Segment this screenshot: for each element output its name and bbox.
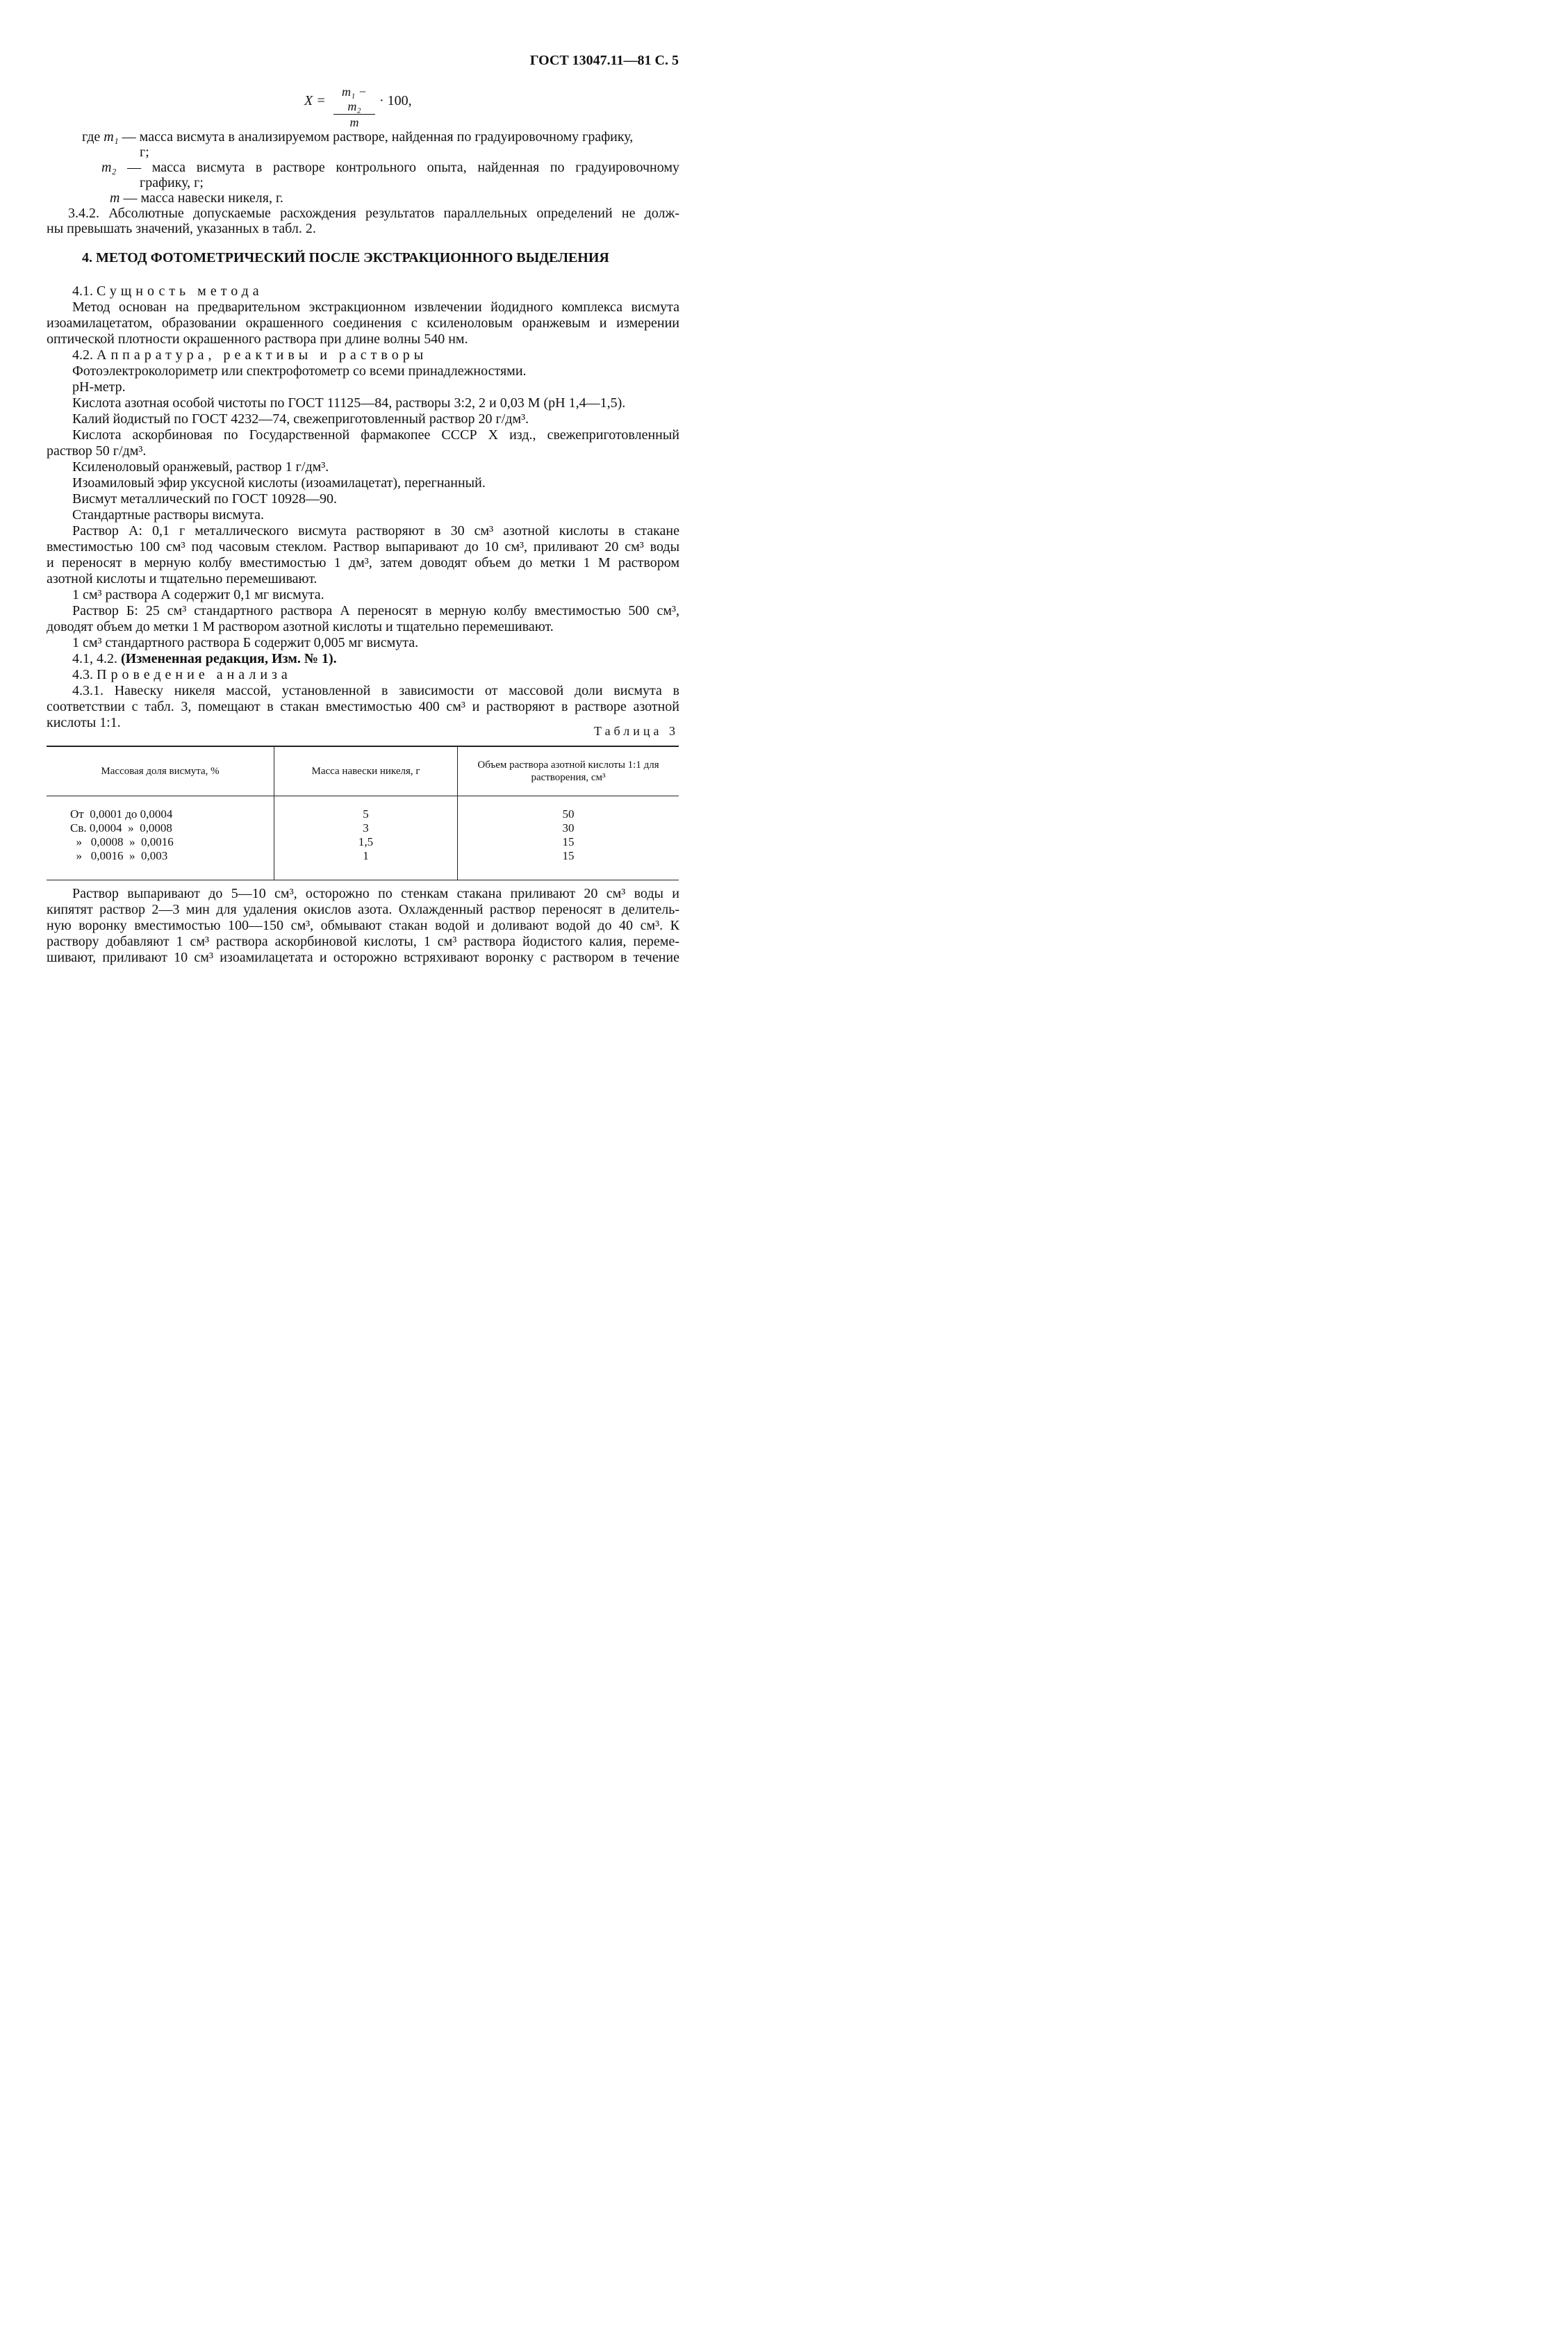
def-symbol: m [110,190,120,206]
solution-b-line: доводят объем до метки 1 М раствором азотной кислоты и тщательно перемешивают. [47,619,554,634]
amendment-ref: 4.1, 4.2. [72,651,121,666]
para-342-line2: ны превышать значений, указанных в табл. 2. [47,221,316,236]
formula-lhs: X = [304,93,326,108]
solution-a-line: и переносят в мерную колбу вместимостью 1 дм³, затем доводят объем до метки 1 М раствором [47,555,679,570]
s43-heading [72,667,292,682]
table-cell: 5 [363,807,369,821]
table-cell: 15 [562,849,575,862]
def-dash: — [116,160,152,175]
formula-numerator: m₁ − m₂ [333,85,375,115]
formula-fraction [333,85,375,130]
table-body [47,796,679,880]
solution-a-line: азотной кислоты и тщательно перемешивают. [47,571,317,586]
final-line: ную воронку вместимостью 100—150 см³, обмывают стакан водой и доливают водой до 40 см³. К [47,918,679,933]
table-header-cell: Объем раствора азотной кислоты 1:1 для растворения, см³ [457,746,679,796]
table-header-cell: Массовая доля висмута, % [47,746,274,796]
def-text: масса навески никеля, г. [140,190,283,206]
formula-denominator: m [349,115,359,129]
table-col-bismuth [47,796,274,880]
solution-b-note: 1 см³ стандартного раствора Б содержит 0,005 мг висмута. [72,635,419,650]
table-cell: 1 [363,849,369,862]
def-dash: — [119,190,141,206]
final-line: шивают, приливают 10 см³ изоамилацетата и осторожно встряхивают воронку с раствором в течение [47,950,679,965]
table-header-cell: Масса навески никеля, г [274,746,458,796]
s41-line3: оптической плотности окрашенного раствора при длине волны 540 нм. [47,331,468,347]
s42-number: 4.2. [72,347,93,363]
s43-line2: соответствии с табл. 3, помещают в стакан вместимостью 400 см³ и растворяют в растворе азотной [47,699,679,714]
table-cell: 30 [562,821,575,835]
amendment-note [72,651,337,666]
table-cell: 3 [363,821,369,835]
s41-line1: Метод основан на предварительном экстракционном извлечении йодидного комплекса висмута [72,299,679,315]
s42-item: Висмут металлический по ГОСТ 10928—90. [72,491,337,507]
solution-a-line: вместимостью 100 см³ под часовым стеклом. Раствор выпаривают до 10 см³, приливают 20 см³ воды [47,539,679,554]
table-cell: 15 [562,835,575,848]
table-cell: » 0,0016 » 0,003 [70,849,168,862]
s41-heading-text: Сущность метода [97,284,263,299]
def-m2 [101,160,679,175]
def-m1-cont: г; [140,145,149,160]
def-prefix: где [82,129,104,145]
s42-item: Кислота аскорбиновая по Государственной фармакопее СССР X изд., свежеприготовленный [72,427,679,443]
table-col-list [47,807,274,863]
table-cell: » 0,0008 » 0,0016 [70,835,174,848]
s42-item: pH-метр. [72,379,126,395]
s43-line1: 4.3.1. Навеску никеля массой, установленной в зависимости от массовой доли висмута в [72,683,679,698]
table-col-list [458,807,679,863]
s42-item: раствор 50 г/дм³. [47,443,147,459]
table-cell: 50 [562,807,575,821]
table-col-nickel [274,796,458,880]
document-page [0,0,726,1088]
final-line: раствору добавляют 1 см³ раствора аскорбиновой кислоты, 1 см³ раствора йодистого калия, переме- [47,934,679,949]
final-line: Раствор выпаривают до 5—10 см³, осторожно по стенкам стакана приливают 20 см³ воды и [72,886,679,901]
s42-item: Фотоэлектроколориметр или спектрофотометр со всеми принадлежностями. [72,363,527,379]
def-dash: — [118,129,140,145]
table-cell: От 0,0001 до 0,0004 [70,807,173,821]
table-cell: 1,5 [358,835,374,848]
def-m2-cont: графику, г; [140,175,204,190]
amendment-bold: (Измененная редакция, Изм. № 1). [121,651,337,666]
section-4-title: 4. МЕТОД ФОТОМЕТРИЧЕСКИЙ ПОСЛЕ ЭКСТРАКЦИОННОГО ВЫДЕЛЕНИЯ [82,250,609,265]
page-header: ГОСТ 13047.11—81 С. 5 [529,53,679,68]
solution-b-line: Раствор Б: 25 см³ стандартного раствора А переносят в мерную колбу вместимостью 500 см³, [72,603,679,618]
s43-line3: кислоты 1:1. [47,715,121,730]
s41-heading [72,284,263,299]
s42-item: Изоамиловый эфир уксусной кислоты (изоамилацетат), перегнанный. [72,475,486,491]
def-text: масса висмута в растворе контрольного опыта, найденная по градуировочному [151,160,679,175]
table-3 [47,746,679,880]
table-header-row [47,746,679,796]
solution-a-note: 1 см³ раствора А содержит 0,1 мг висмута. [72,587,324,602]
s41-line2: изоамилацетатом, образовании окрашенного соединения с ксиленоловым оранжевым и измерении [47,315,679,331]
s42-heading-text: Аппаратура, реактивы и растворы [97,347,428,363]
def-symbol: m₂ [101,160,117,175]
s43-heading-text: Проведение анализа [97,667,292,682]
s42-item: Кислота азотная особой чистоты по ГОСТ 11125—84, растворы 3:2, 2 и 0,03 М (pH 1,4—1,5). [72,395,626,411]
solution-a-line: Раствор А: 0,1 г металлического висмута растворяют в 30 см³ азотной кислоты в стакане [72,523,679,539]
s43-number: 4.3. [72,667,93,682]
table-caption: Таблица 3 [594,724,679,738]
def-symbol: m₁ [104,129,119,145]
table-cell: Св. 0,0004 » 0,0008 [70,821,172,835]
s42-item: Ксиленоловый оранжевый, раствор 1 г/дм³. [72,459,329,475]
formula-rhs: · 100, [379,93,412,108]
def-text: масса висмута в анализируемом растворе, найденная по градуировочному графику, [139,129,634,145]
s42-item: Стандартные растворы висмута. [72,507,264,523]
s42-heading [72,347,427,363]
s41-number: 4.1. [72,284,93,299]
def-m [110,190,283,206]
final-line: кипятят раствор 2—3 мин для удаления окислов азота. Охлажденный раствор переносят в делитель- [47,902,679,917]
s42-item: Калий йодистый по ГОСТ 4232—74, свежеприготовленный раствор 20 г/дм³. [72,411,529,427]
para-342-line1: 3.4.2. Абсолютные допускаемые расхождения результатов параллельных определений не долж- [68,206,679,221]
def-m1 [82,129,679,145]
table-col-acid-volume [457,796,679,880]
table-col-list [274,807,457,863]
